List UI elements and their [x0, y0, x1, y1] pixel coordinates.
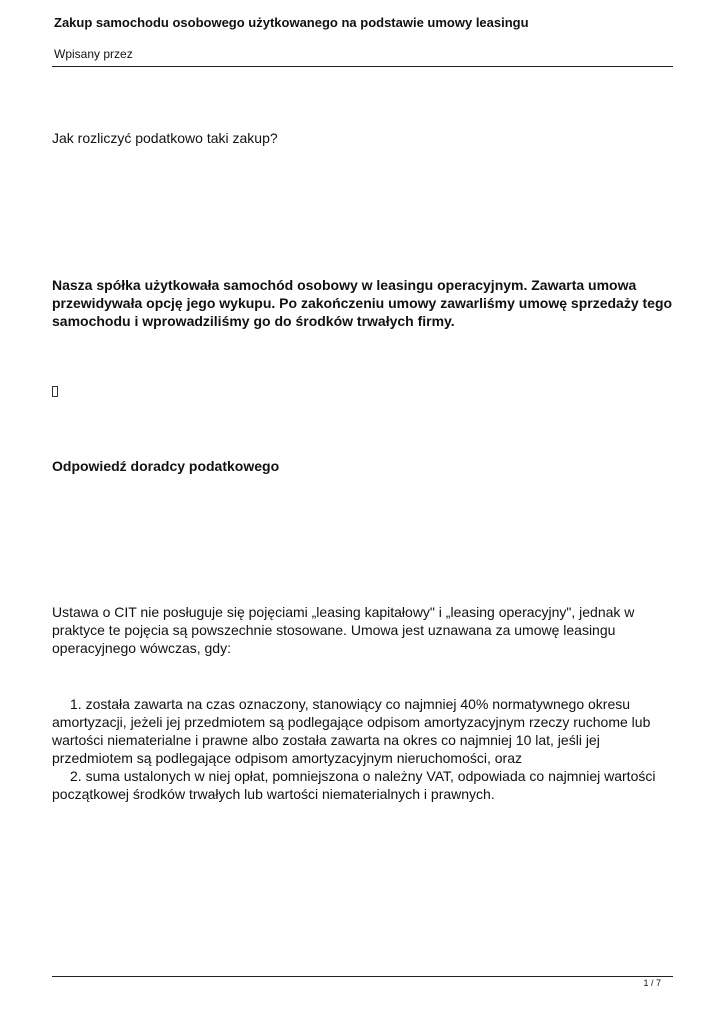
header-divider	[52, 66, 673, 67]
author-label: Wpisany przez	[54, 47, 133, 61]
list-item: 2. suma ustalonych w niej opłat, pomniejszona o należny VAT, odpowiada co najmniej wartości początkowej środków trwałych lub wartości niematerialnych i prawnych.	[52, 768, 656, 802]
answer-heading: Odpowiedź doradcy podatkowego	[52, 458, 280, 474]
document-title: Zakup samochodu osobowego użytkowanego na podstawie umowy leasingu	[54, 15, 529, 30]
list-item: 1. została zawarta na czas oznaczony, stanowiący co najmniej 40% normatywnego okresu amortyzacji, jeżeli jej przedmiotem są podlegające odpisom amortyzacyjnym rzeczy ruchome lub wartości niematerialne i prawne albo została zawarta na okres co najmniej 10 lat, jeśli jej przedmiotem są podlegające odpisom amortyzacyjnym nieruchomości, oraz	[52, 696, 651, 766]
lead-paragraph: Nasza spółka użytkowała samochód osobowy w leasingu operacyjnym. Zawarta umowa przewidywała opcję jego wykupu. Po zakończeniu umowy zawarliśmy umowę sprzedaży tego samochodu i wprowadziliśmy go do środków trwałych firmy.	[52, 277, 673, 329]
body-paragraph: Ustawa o CIT nie posługuje się pojęciami „leasing kapitałowy" i „leasing operacyjny", jednak w praktyce te pojęcia są powszechnie stosowane. Umowa jest uznawana za umowę leasingu operacyjnego wówczas, gdy:	[52, 604, 635, 656]
conditions-list	[52, 695, 677, 803]
question-text: Jak rozliczyć podatkowo taki zakup?	[52, 130, 278, 146]
footer-divider	[52, 976, 673, 977]
page-number: 1 / 7	[643, 978, 661, 988]
missing-glyph-icon	[52, 386, 58, 397]
